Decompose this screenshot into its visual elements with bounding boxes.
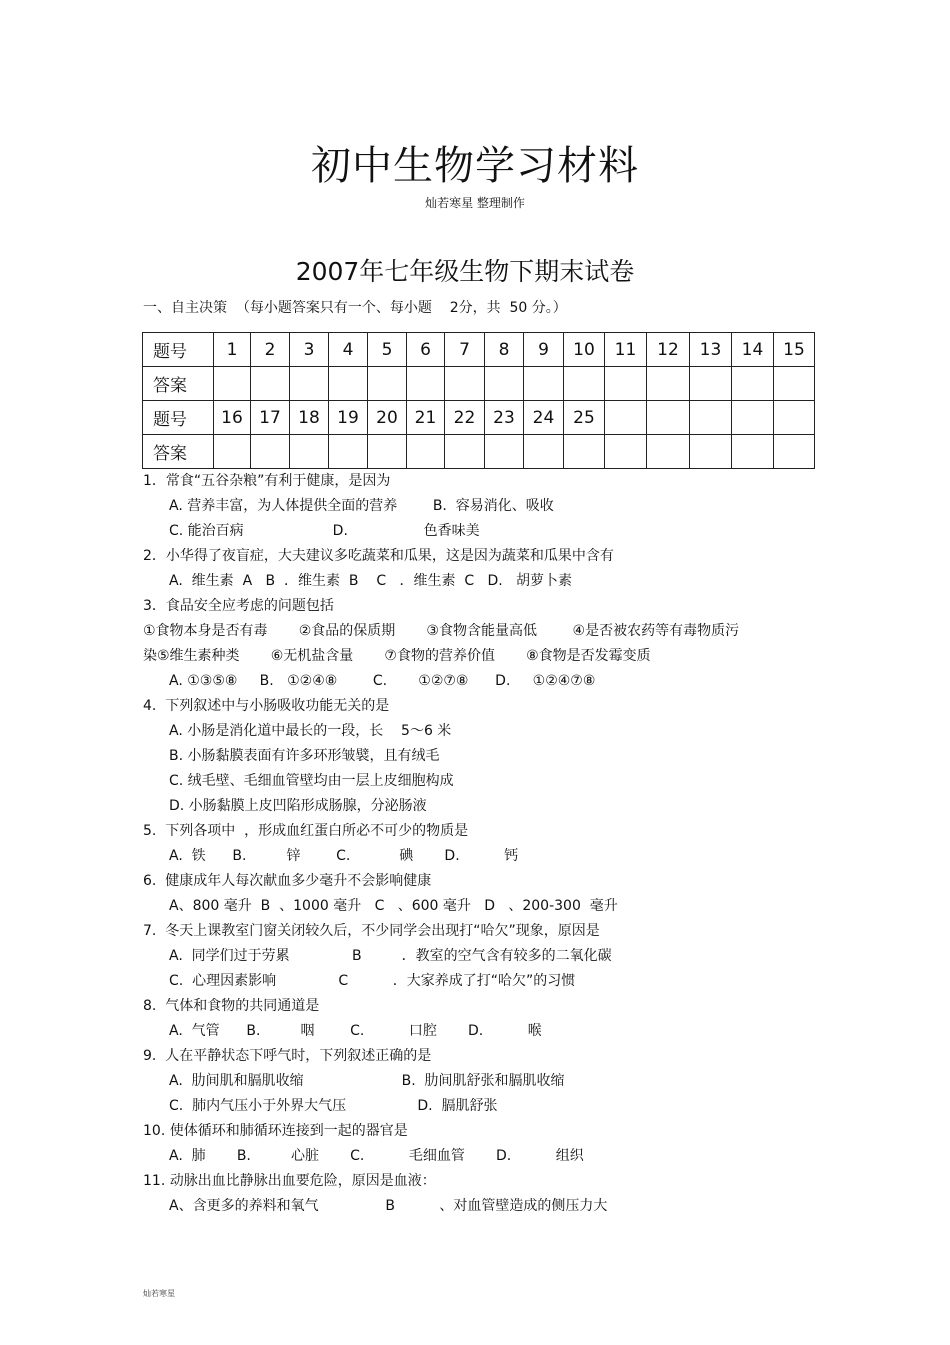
answer-table xyxy=(142,332,815,469)
question-text: 8. 气体和食物的共同通道是 xyxy=(143,998,320,1014)
document-title: 初中生物学习材料 xyxy=(311,143,639,189)
question-number-cell: 14 xyxy=(732,333,774,367)
answer-option-line: A. ①③⑤⑧ B. ①②④⑧ C. ①②⑦⑧ D. ①②④⑦⑧ xyxy=(169,673,596,689)
answer-cell[interactable] xyxy=(774,367,815,401)
question-number-cell: 23 xyxy=(485,401,524,435)
question-number-cell: 2 xyxy=(251,333,290,367)
question-text: 4. 下列叙述中与小肠吸收功能无关的是 xyxy=(143,698,390,714)
question-text: 染⑤维生素种类 ⑥无机盐含量 ⑦食物的营养价值 ⑧食物是否发霉变质 xyxy=(143,648,651,664)
answer-cell[interactable] xyxy=(605,367,647,401)
answer-cell[interactable] xyxy=(732,367,774,401)
answer-cell[interactable] xyxy=(368,435,407,469)
answer-option-line: C. 肺内气压小于外界大气压 D. 膈肌舒张 xyxy=(169,1098,498,1114)
answer-cell[interactable] xyxy=(485,435,524,469)
question-text: 7. 冬天上课教室门窗关闭较久后，不少同学会出现打“哈欠”现象，原因是 xyxy=(143,923,600,939)
section-heading: 一、自主决策 （每小题答案只有一个、每小题 2分，共 50 分。） xyxy=(143,300,567,316)
question-number-cell: 25 xyxy=(564,401,605,435)
answer-option-line: A. 铁 B. 锌 C. 碘 D. 钙 xyxy=(169,848,519,864)
answer-cell[interactable] xyxy=(605,435,647,469)
exam-title: 2007年七年级生物下期末试卷 xyxy=(295,257,635,286)
question-number-cell: 5 xyxy=(368,333,407,367)
question-text: 9. 人在平静状态下呼气时，下列叙述正确的是 xyxy=(143,1048,432,1064)
answer-cell[interactable] xyxy=(485,367,524,401)
table-row-label: 答案 xyxy=(143,435,214,469)
question-number-cell: 8 xyxy=(485,333,524,367)
question-number-cell: 21 xyxy=(407,401,445,435)
answer-cell[interactable] xyxy=(329,435,368,469)
question-text: 3．食品安全应考虑的问题包括 xyxy=(143,598,334,614)
answer-cell[interactable] xyxy=(647,435,690,469)
answer-option-line: C. 能治百病 D. 色香味美 xyxy=(169,523,480,539)
question-number-cell: 15 xyxy=(774,333,815,367)
answer-option-line: A. 小肠是消化道中最长的一段，长 5～6 米 xyxy=(169,723,452,739)
answer-option-line: C. 绒毛壁、毛细血管壁均由一层上皮细胞构成 xyxy=(169,773,454,789)
question-text: 10. 使体循环和肺循环连接到一起的器官是 xyxy=(143,1123,408,1139)
answer-option-line: A. 肋间肌和膈肌收缩 B. 肋间肌舒张和膈肌收缩 xyxy=(169,1073,565,1089)
table-row-label: 题号 xyxy=(143,401,214,435)
question-number-cell xyxy=(690,401,732,435)
question-number-cell xyxy=(774,401,815,435)
answer-cell[interactable] xyxy=(690,435,732,469)
answer-cell[interactable] xyxy=(407,367,445,401)
answer-cell[interactable] xyxy=(290,435,329,469)
question-number-cell: 22 xyxy=(445,401,485,435)
answer-cell[interactable] xyxy=(524,435,564,469)
question-text: 1．常食“五谷杂粮”有利于健康，是因为 xyxy=(143,473,391,489)
question-text: 2．小华得了夜盲症，大夫建议多吃蔬菜和瓜果，这是因为蔬菜和瓜果中含有 xyxy=(143,548,614,564)
question-number-cell: 6 xyxy=(407,333,445,367)
answer-cell[interactable] xyxy=(445,367,485,401)
question-number-cell: 20 xyxy=(368,401,407,435)
table-row-numbers-2 xyxy=(143,401,815,435)
answer-option-line: A、含更多的养料和氧气 B 、对血管壁造成的侧压力大 xyxy=(169,1198,608,1214)
answer-cell[interactable] xyxy=(774,435,815,469)
question-text: 11. 动脉出血比静脉出血要危险，原因是血液： xyxy=(143,1173,436,1189)
page-footer: 灿若寒星 xyxy=(143,1289,175,1298)
answer-option-line: A、800 毫升 B 、1000 毫升 C 、600 毫升 D 、200-300 毫升 xyxy=(169,898,618,914)
answer-option-line: C. 心理因素影响 C ．大家养成了打“哈欠”的习惯 xyxy=(169,973,576,989)
answer-cell[interactable] xyxy=(564,435,605,469)
question-number-cell: 9 xyxy=(524,333,564,367)
document-subtitle: 灿若寒星 整理制作 xyxy=(425,196,525,210)
table-row-answers-1 xyxy=(143,367,815,401)
answer-option-line: B. 小肠黏膜表面有许多环形皱襞，且有绒毛 xyxy=(169,748,440,764)
answer-option-line: A. 营养丰富，为人体提供全面的营养 B. 容易消化、吸收 xyxy=(169,498,554,514)
question-number-cell: 17 xyxy=(251,401,290,435)
answer-cell[interactable] xyxy=(368,367,407,401)
question-number-cell: 3 xyxy=(290,333,329,367)
question-text: ①食物本身是否有毒 ②食品的保质期 ③食物含能量高低 ④是否被农药等有毒物质污 xyxy=(143,623,740,639)
question-number-cell: 12 xyxy=(647,333,690,367)
answer-cell[interactable] xyxy=(407,435,445,469)
answer-option-line: A. 肺 B. 心脏 C. 毛细血管 D. 组织 xyxy=(169,1148,584,1164)
answer-cell[interactable] xyxy=(290,367,329,401)
question-text: 5. 下列各项中 ，形成血红蛋白所必不可少的物质是 xyxy=(143,823,469,839)
answer-cell[interactable] xyxy=(647,367,690,401)
question-number-cell: 11 xyxy=(605,333,647,367)
answer-cell[interactable] xyxy=(214,367,251,401)
answer-cell[interactable] xyxy=(251,435,290,469)
question-text: 6. 健康成年人每次献血多少毫升不会影响健康 xyxy=(143,873,432,889)
answer-option-line: A. 同学们过于劳累 B ．教室的空气含有较多的二氧化碳 xyxy=(169,948,612,964)
answer-cell[interactable] xyxy=(251,367,290,401)
answer-cell[interactable] xyxy=(445,435,485,469)
table-row-label: 题号 xyxy=(143,333,214,367)
question-list xyxy=(143,469,803,1219)
answer-option-line: A. 维生素 A B ．维生素 B C ．维生素 C D. 胡萝卜素 xyxy=(169,573,573,589)
table-row-label: 答案 xyxy=(143,367,214,401)
answer-cell[interactable] xyxy=(564,367,605,401)
table-row-numbers-1 xyxy=(143,333,815,367)
answer-cell[interactable] xyxy=(329,367,368,401)
question-number-cell xyxy=(732,401,774,435)
question-number-cell: 1 xyxy=(214,333,251,367)
question-number-cell: 10 xyxy=(564,333,605,367)
question-number-cell: 16 xyxy=(214,401,251,435)
question-number-cell: 7 xyxy=(445,333,485,367)
question-number-cell: 24 xyxy=(524,401,564,435)
question-number-cell xyxy=(605,401,647,435)
answer-cell[interactable] xyxy=(524,367,564,401)
question-number-cell xyxy=(647,401,690,435)
answer-cell[interactable] xyxy=(214,435,251,469)
answer-option-line: A. 气管 B. 咽 C. 口腔 D. 喉 xyxy=(169,1023,542,1039)
answer-cell[interactable] xyxy=(690,367,732,401)
question-number-cell: 19 xyxy=(329,401,368,435)
question-number-cell: 4 xyxy=(329,333,368,367)
question-number-cell: 18 xyxy=(290,401,329,435)
answer-cell[interactable] xyxy=(732,435,774,469)
question-number-cell: 13 xyxy=(690,333,732,367)
answer-option-line: D. 小肠黏膜上皮凹陷形成肠腺，分泌肠液 xyxy=(169,798,427,814)
table-row-answers-2 xyxy=(143,435,815,469)
